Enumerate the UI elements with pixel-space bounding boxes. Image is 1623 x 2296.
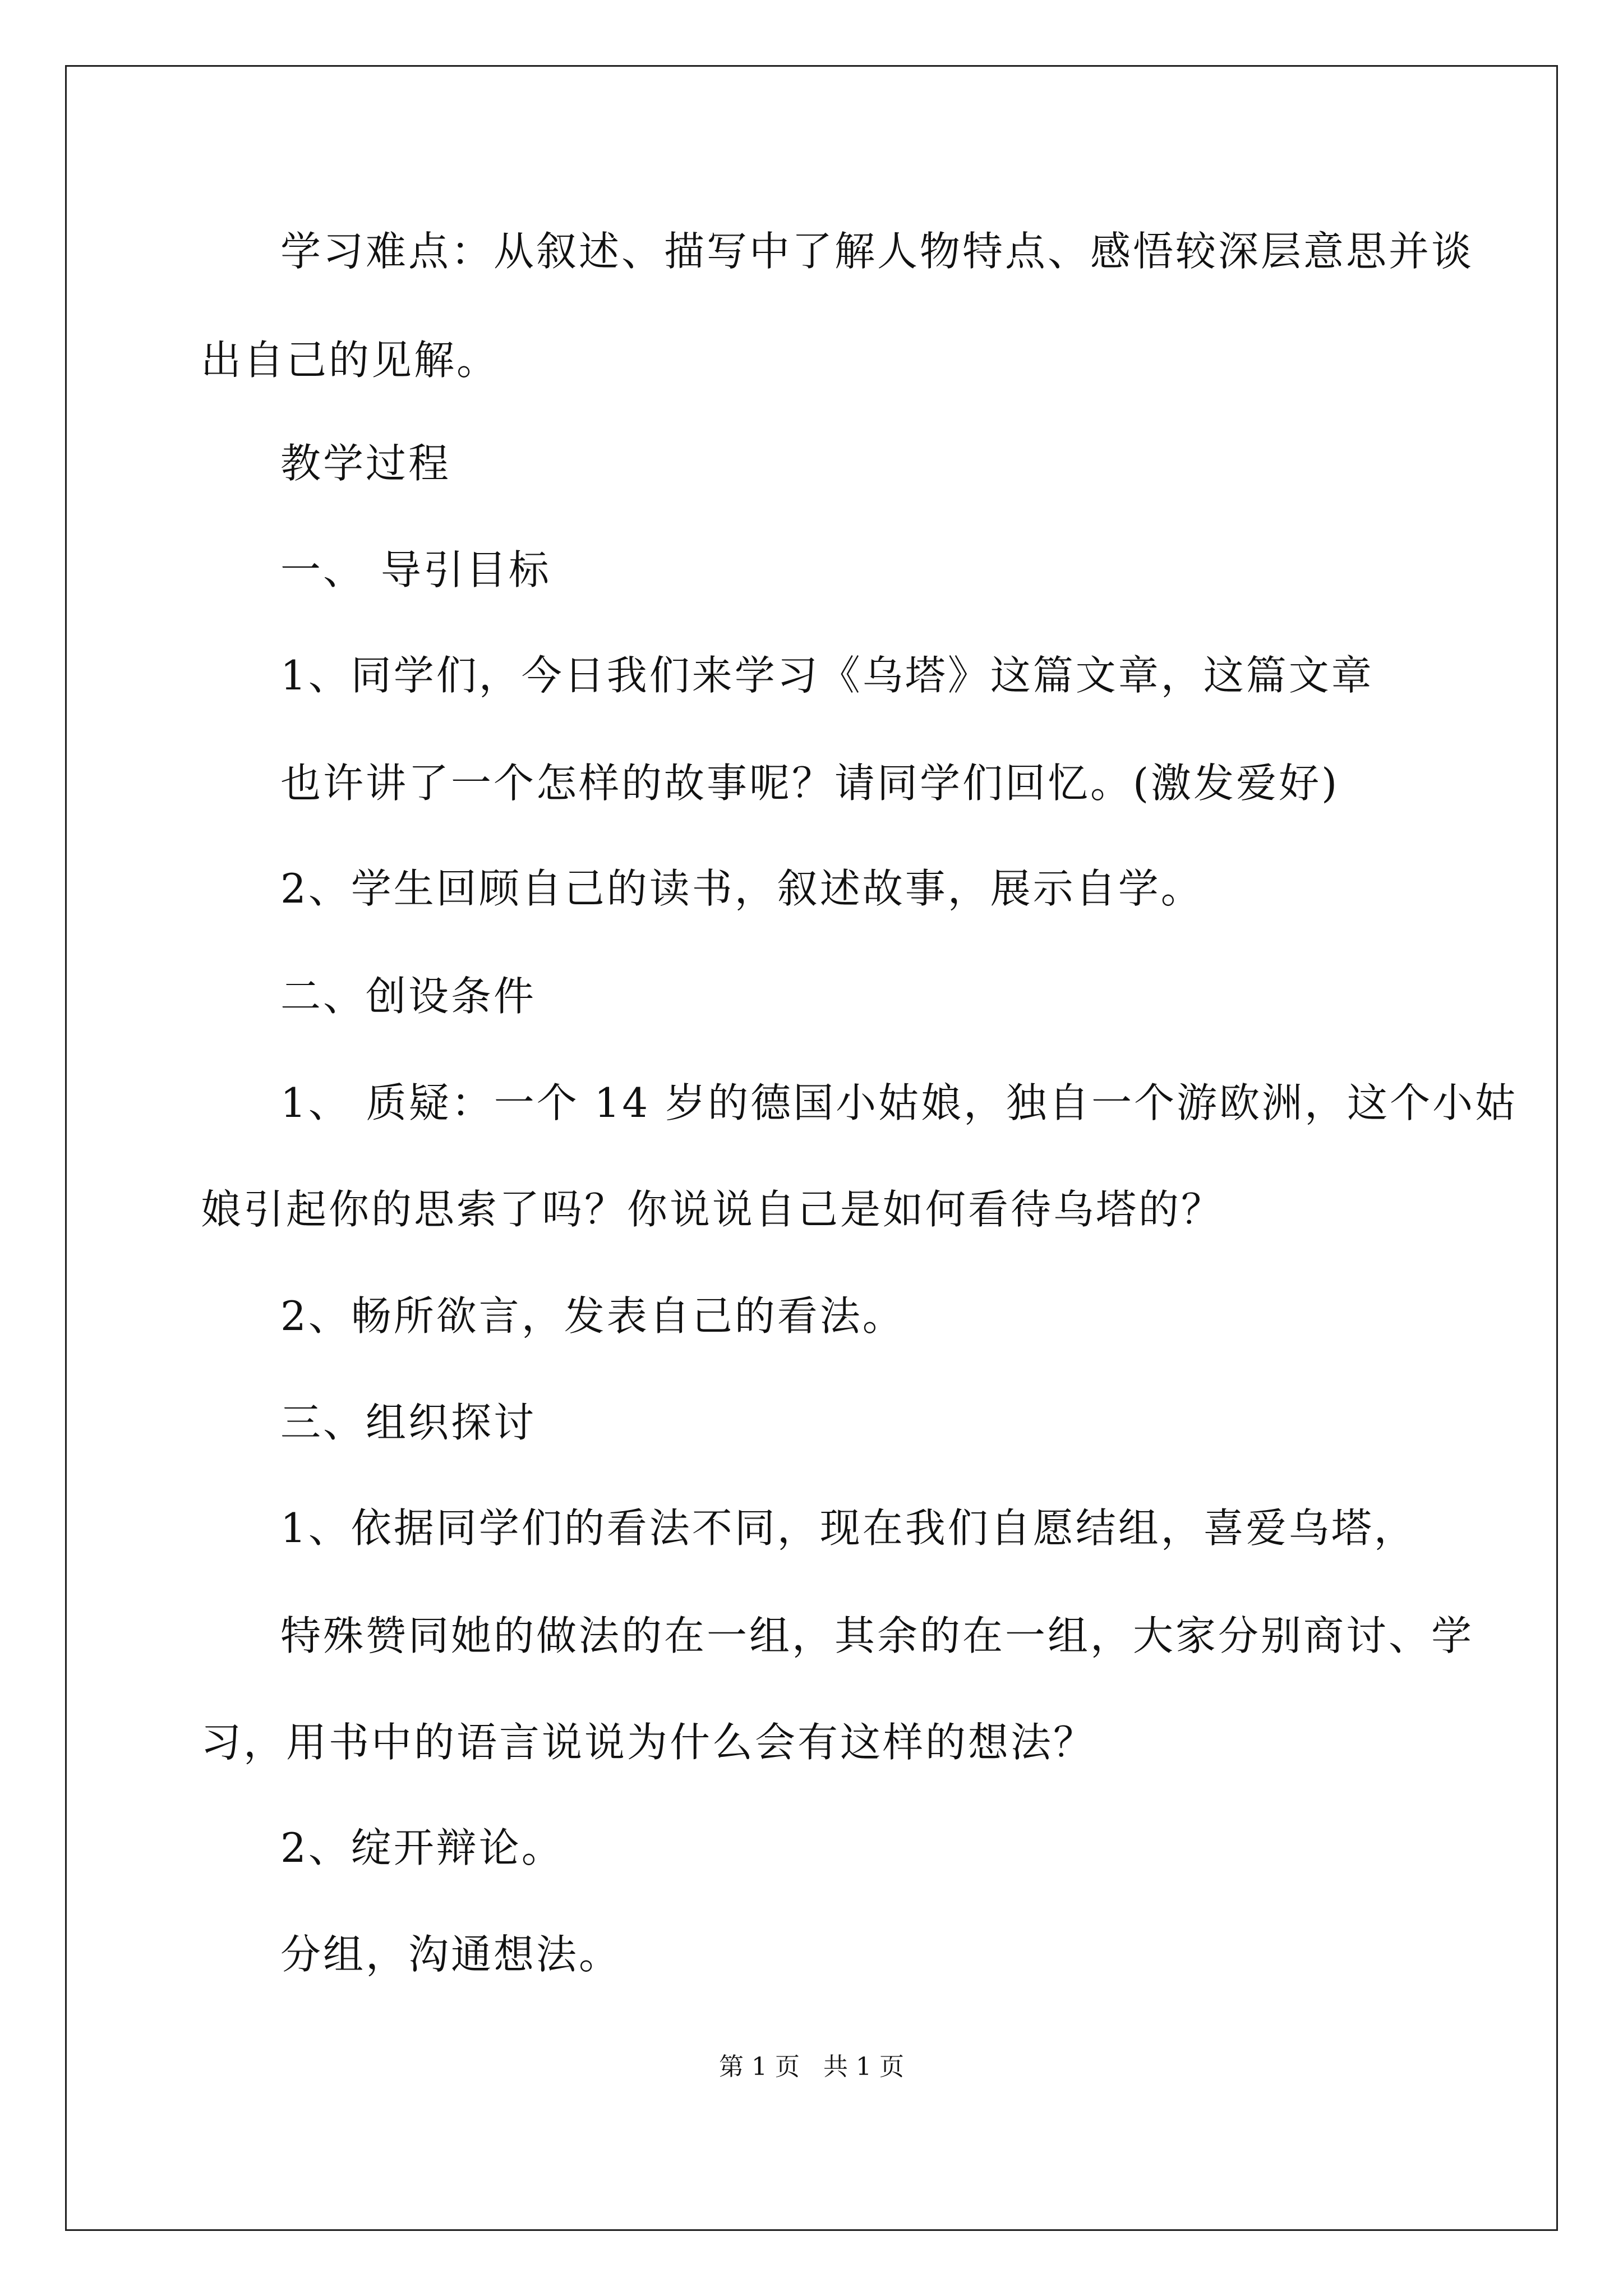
page-number-current: 第 1 页 (719, 2053, 800, 2081)
paragraph-continuation: 娘引起你的思索了吗？你说说自己是如何看待乌塔的？ (201, 1186, 1224, 1233)
paragraph-learning-difficulty: 学习难点：从叙述、描写中了解人物特点、感悟较深层意思并谈 (280, 228, 1474, 275)
section-heading-1: 一、 导引目标 (280, 546, 551, 593)
list-item: 特殊赞同她的做法的在一组，其余的在一组，大家分别商讨、学 (280, 1612, 1474, 1659)
list-item: 2、绽开辩论。 (280, 1824, 564, 1871)
list-item: 2、畅所欲言，发表自己的看法。 (280, 1292, 905, 1340)
list-item: 也许讲了一个怎样的故事呢？请同学们回忆。(激发爱好) (280, 760, 1340, 807)
page-number-total: 共 1 页 (823, 2053, 904, 2081)
paragraph-continuation: 习，用书中的语言说说为什么会有这样的想法？ (201, 1719, 1096, 1766)
list-item: 分组，沟通想法。 (280, 1931, 622, 1978)
list-item: 2、学生回顾自己的读书，叙述故事，展示自学。 (280, 865, 1204, 912)
list-item: 1、依据同学们的看法不同，现在我们自愿结组，喜爱乌塔， (280, 1504, 1417, 1552)
list-item: 1、同学们，今日我们来学习《乌塔》这篇文章，这篇文章 (280, 652, 1374, 699)
section-heading-process: 教学过程 (280, 440, 451, 487)
section-heading-2: 二、创设条件 (280, 973, 537, 1020)
section-heading-3: 三、组织探讨 (280, 1399, 537, 1446)
list-item: 1、 质疑：一个 14 岁的德国小姑娘，独自一个游欧洲，这个小姑 (280, 1079, 1518, 1126)
paragraph-continuation: 出自己的见解。 (201, 337, 500, 384)
page-footer (0, 2050, 1623, 2084)
